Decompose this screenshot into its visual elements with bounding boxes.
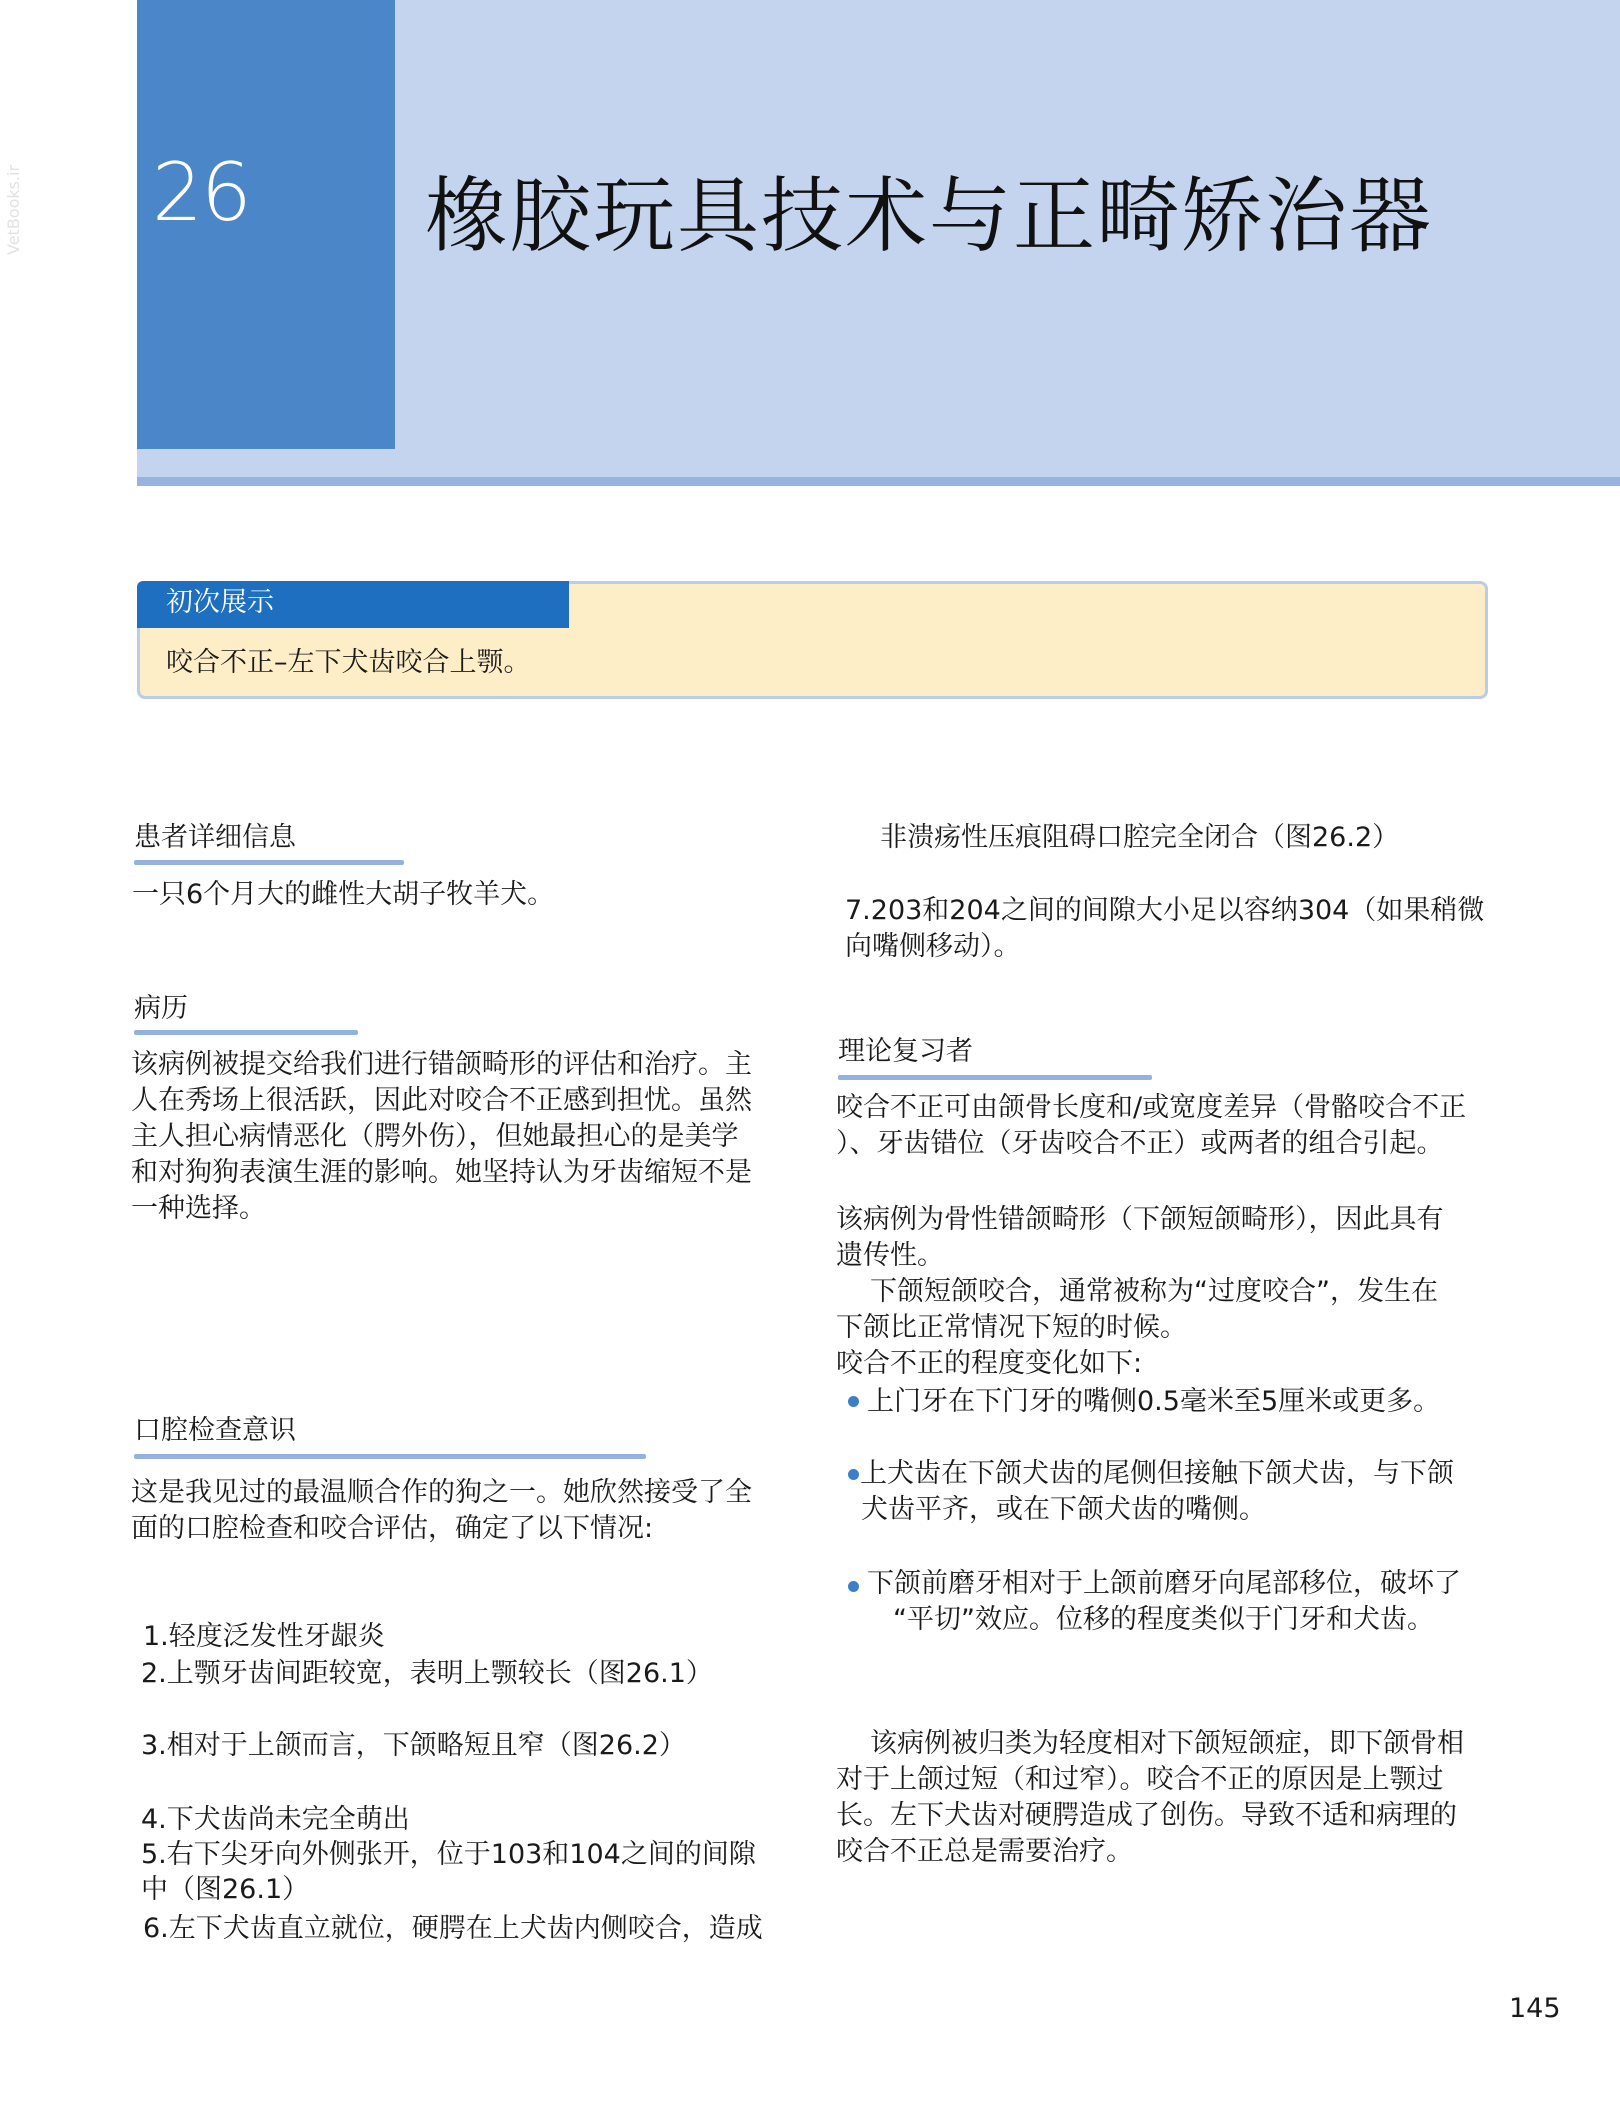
bullet-item: 上门牙在下门牙的嘴侧0.5毫米至5厘米或更多。 [867,1386,1441,1417]
oral-exam-intro-line: 面的口腔检查和咬合评估，确定了以下情况: [131,1513,654,1544]
conclusion-line: 长。左下犬齿对硬腭造成了创伤。导致不适和病理的 [836,1800,1457,1831]
theory-heading-underline [838,1075,1152,1080]
patient-text: 一只6个月大的雌性大胡子牧羊犬。 [132,879,555,910]
history-heading: 病历 [134,993,188,1024]
conclusion-line: 咬合不正总是需要治疗。 [836,1836,1133,1867]
history-line: 该病例被提交给我们进行错颌畸形的评估和治疗。主 [131,1049,752,1080]
history-paragraph [131,1047,752,1227]
conclusion-line: 对于上颌过短（和过窄）。咬合不正的原因是上颚过 [836,1764,1444,1795]
bullet-item-line: 上犬齿在下颌犬齿的尾侧但接触下颌犬齿，与下颌 [860,1458,1454,1489]
presentation-label: 初次展示 [166,587,274,618]
theory-paragraph-1 [836,1090,1466,1162]
history-line: 和对狗狗表演生涯的影响。她坚持认为牙齿缩短不是 [131,1157,752,1188]
bullet-item-line: 犬齿平齐，或在下颌犬齿的嘴侧。 [861,1494,1266,1525]
oral-exam-heading: 口腔检查意识 [134,1415,296,1446]
theory-line: 咬合不正可由颌骨长度和/或宽度差异（骨骼咬合不正 [836,1092,1467,1123]
finding-item: 6.左下犬齿直立就位，硬腭在上犬齿内侧咬合，造成 [143,1913,763,1944]
bullet-item [860,1456,1454,1528]
finding-item-7-line: 向嘴侧移动）。 [845,931,1021,962]
bullet-dot [848,1581,859,1592]
finding-item: 2.上颚牙齿间距较宽，表明上颚较长（图26.1） [141,1658,713,1689]
chapter-title: 橡胶玩具技术与正畸矫治器 [425,169,1434,264]
header-divider [137,477,1620,486]
oral-exam-intro-line: 这是我见过的最温顺合作的狗之一。她欣然接受了全 [131,1477,752,1508]
bullet-dot [848,1469,859,1480]
oral-exam-intro [131,1475,752,1547]
patient-heading: 患者详细信息 [134,822,296,853]
bullet-item [867,1566,1461,1638]
theory-paragraph-2 [836,1202,1444,1382]
history-line: 主人担心病情恶化（腭外伤），但她最担心的是美学 [131,1121,739,1152]
theory-heading: 理论复习者 [838,1036,973,1067]
presentation-text: 咬合不正–左下犬齿咬合上颚。 [166,647,531,678]
history-heading-underline [134,1030,358,1035]
finding-item: 中（图26.1） [141,1874,310,1905]
theory-line: ）、牙齿错位（牙齿咬合不正）或两者的组合引起。 [836,1128,1444,1159]
finding-item: 3.相对于上颌而言，下颌略短且窄（图26.2） [141,1730,686,1761]
conclusion-paragraph [836,1726,1464,1870]
theory-line: 下颌短颌咬合，通常被称为“过度咬合”，发生在 [870,1276,1438,1307]
bullet-item-line: “平切”效应。位移的程度类似于门牙和犬齿。 [893,1604,1434,1635]
watermark: VetBooks.ir [4,164,23,255]
oral-exam-heading-underline [134,1454,646,1459]
page-number: 145 [1509,1993,1561,2024]
chapter-number: 26 [152,146,250,239]
theory-line: 咬合不正的程度变化如下: [836,1348,1143,1379]
bullet-dot [848,1396,859,1407]
theory-line: 该病例为骨性错颌畸形（下颌短颌畸形），因此具有 [836,1204,1444,1235]
finding-item-7-line: 7.203和204之间的间隙大小足以容纳304（如果稍微 [845,895,1485,926]
theory-line: 遗传性。 [836,1240,944,1271]
history-line: 一种选择。 [131,1193,266,1224]
history-line: 人在秀场上很活跃，因此对咬合不正感到担忧。虽然 [131,1085,752,1116]
conclusion-line: 该病例被归类为轻度相对下颌短颌症，即下颌骨相 [870,1728,1464,1759]
patient-heading-underline [134,860,404,865]
continued-finding: 非溃疡性压痕阻碍口腔完全闭合（图26.2） [880,822,1400,853]
finding-item: 1.轻度泛发性牙龈炎 [143,1621,385,1652]
finding-item: 4.下犬齿尚未完全萌出 [141,1804,410,1835]
bullet-item-line: 下颌前磨牙相对于上颌前磨牙向尾部移位，破坏了 [867,1568,1461,1599]
theory-line: 下颌比正常情况下短的时候。 [836,1312,1187,1343]
finding-item: 5.右下尖牙向外侧张开，位于103和104之间的间隙 [141,1839,756,1870]
finding-item-7 [845,893,1484,965]
